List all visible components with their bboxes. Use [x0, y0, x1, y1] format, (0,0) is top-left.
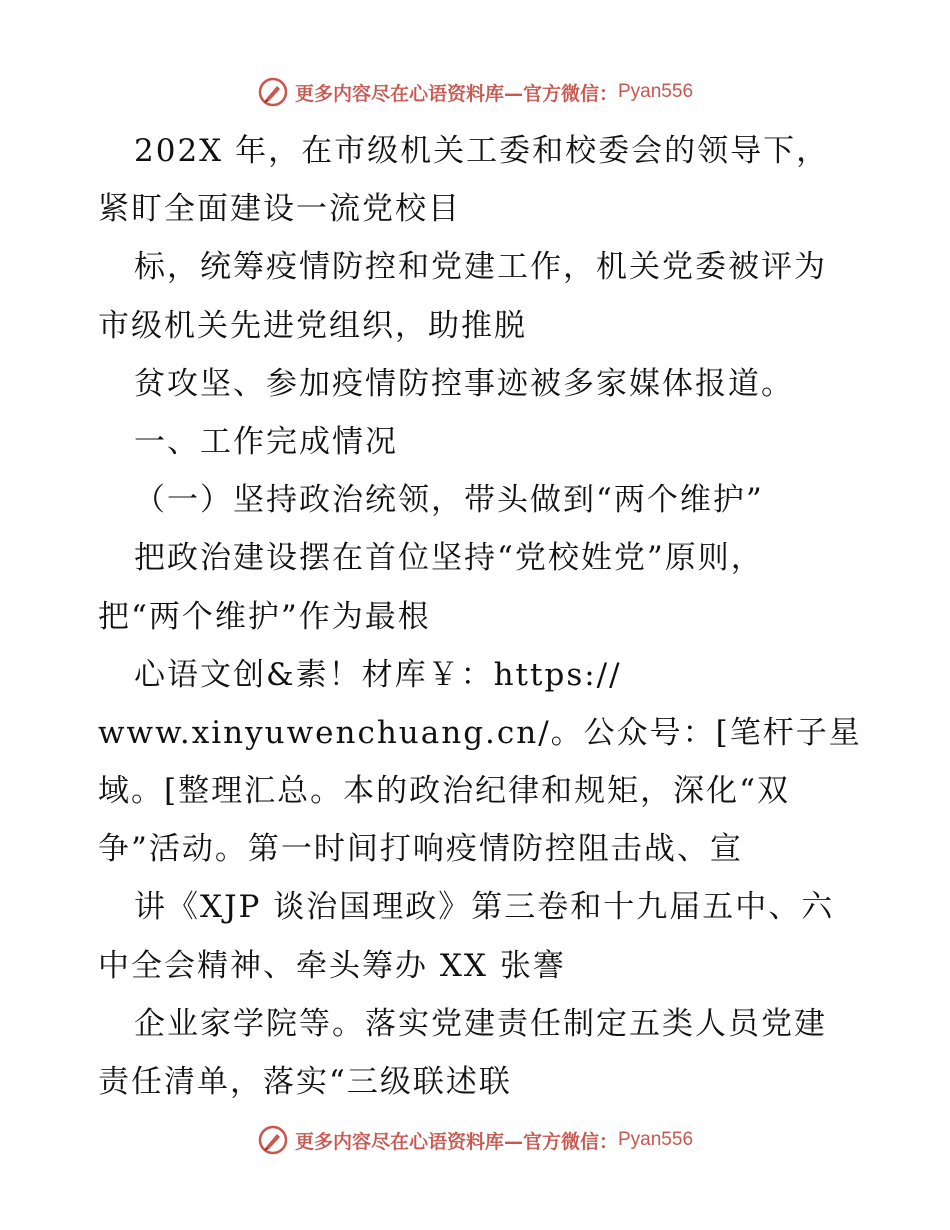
text-line: 202X 年，在市级机关工委和校委会的领导下，: [134, 133, 830, 169]
header-watermark: [0, 72, 950, 112]
text-line: 企业家学院等。落实党建责任制定五类人员党建: [134, 1005, 827, 1042]
text-line: www.xinyuwenchuang.cn/。公众号：[笔杆子星: [98, 714, 862, 751]
text-line: 标，统筹疫情防控和党建工作，机关党委被评为: [134, 249, 827, 286]
section-heading: 一、工作完成情况: [134, 423, 398, 460]
text-line: 心语文创&素！材库￥：https://: [134, 656, 622, 693]
text-line: 紧盯全面建设一流党校目: [98, 191, 461, 228]
document-body: [98, 122, 862, 1111]
text-line: 把政治建设摆在首位坚持“党校姓党”原则，: [134, 540, 764, 577]
watermark-text: 更多内容尽在心语资料库—官方微信：: [294, 82, 618, 105]
footer-watermark: [0, 1120, 950, 1160]
text-line: 市级机关先进党组织，助推脱: [98, 307, 527, 344]
watermark-wechat-id: Pyan556: [618, 1129, 694, 1150]
pen-logo-icon: [257, 1124, 289, 1156]
watermark-wechat-id: Pyan556: [618, 81, 694, 102]
watermark-text: 更多内容尽在心语资料库—官方微信：: [294, 1130, 618, 1153]
text-line: 域。[整理汇总。本的政治纪律和规矩，深化“双: [98, 773, 790, 810]
text-line: 贫攻坚、参加疫情防控事迹被多家媒体报道。: [134, 365, 794, 402]
text-line: 责任清单，落实“三级联述联: [98, 1064, 512, 1100]
pen-logo-icon: [257, 76, 289, 108]
subsection-heading: （一）坚持政治统领，带头做到“两个维护”: [134, 482, 764, 519]
text-line: 讲《XJP 谈治国理政》第三卷和十九届五中、六: [134, 889, 835, 926]
text-line: 争”活动。第一时间打响疫情防控阻击战、宣: [98, 831, 743, 868]
text-line: 把“两个维护”作为最根: [98, 598, 431, 635]
text-line: 中全会精神、牵头筹办 XX 张謇: [98, 947, 566, 984]
